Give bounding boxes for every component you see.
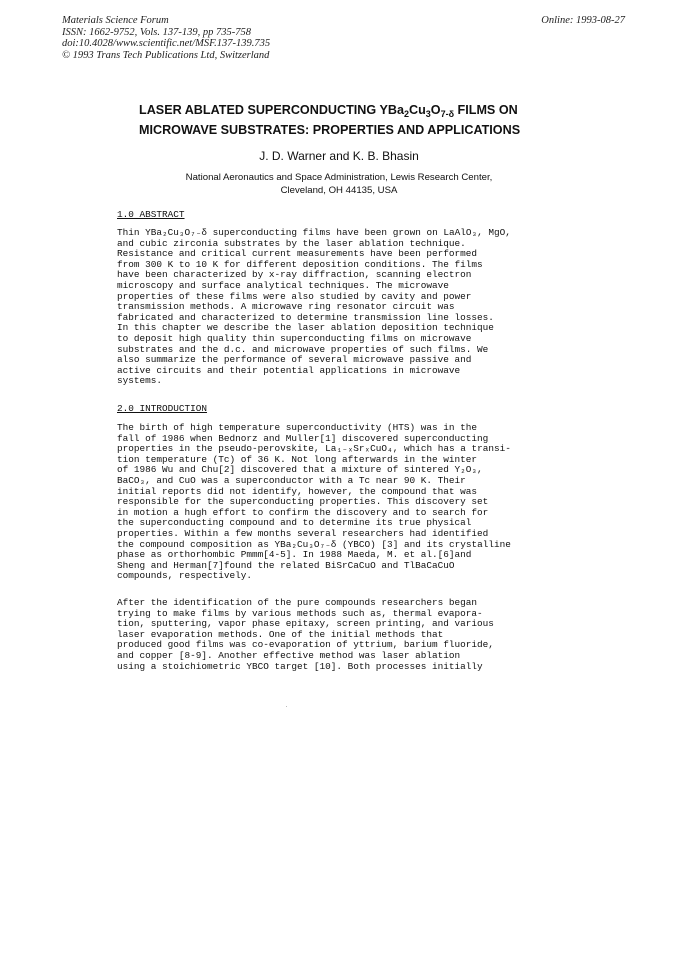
- text-line: properties in the pseudo-perovskite, La₁₋ₓSrₓCuO₄, which has a transi-: [117, 443, 511, 455]
- text-line: to deposit high quality thin superconducting films on microwave: [117, 332, 472, 344]
- text-line: Thin YBa₂Cu₃O₇₋δ superconducting films have been grown on LaAlO₃, MgO,: [117, 227, 511, 238]
- title-text-d: FILMS ON: [454, 103, 518, 117]
- text-line: trying to make films by various methods such as, thermal evapora-: [117, 607, 483, 619]
- text-line: fall of 1986 when Bednorz and Muller[1] discovered superconducting: [117, 432, 489, 444]
- abstract-body: [117, 228, 534, 387]
- introduction-paragraph-2: [117, 598, 534, 672]
- introduction-heading: 2.0 INTRODUCTION: [117, 403, 208, 414]
- text-line: properties of these films were also studied by cavity and power: [117, 290, 472, 302]
- text-line: and copper [8-9]. Another effective method was laser ablation: [117, 649, 461, 661]
- text-line: of 1986 Wu and Chu[2] discovered that a mixture of sintered Y₂O₃,: [117, 464, 483, 476]
- title-subscript: 2: [403, 109, 409, 119]
- page-speck: [286, 706, 287, 707]
- text-line: The birth of high temperature superconductivity (HTS) was in the: [117, 422, 478, 433]
- text-line: laser evaporation methods. One of the initial methods that: [117, 628, 444, 640]
- journal-name: Materials Science Forum: [62, 15, 169, 26]
- text-line: Resistance and critical current measurements have been performed: [117, 248, 478, 260]
- text-line: microscopy and surface analytical techniques. The microwave: [117, 279, 449, 291]
- text-line: BaCO₃, and CuO was a superconductor with a Tc near 90 K. Their: [117, 474, 466, 486]
- text-line: transmission methods. A microwave ring resonator circuit was: [117, 301, 455, 313]
- text-line: Sheng and Herman[7]found the related BiSrCaCuO and TlBaCaCuO: [117, 559, 455, 571]
- authors: J. D. Warner and K. B. Bhasin: [259, 149, 419, 163]
- text-line: and cubic zirconia substrates by the laser ablation technique.: [117, 237, 466, 249]
- title-text-b: Cu: [408, 103, 426, 117]
- article-metadata: [62, 15, 270, 61]
- text-line: the compound composition as YBa₂Cu₃O₇₋δ (YBCO) [3] and its crystalline: [117, 538, 511, 550]
- text-line: After the identification of the pure compounds researchers began: [117, 597, 478, 608]
- text-line: systems.: [117, 375, 163, 387]
- text-line: fabricated and characterized to determine transmission line losses.: [117, 311, 494, 323]
- text-line: compounds, respectively.: [117, 570, 253, 582]
- text-line: active circuits and their potential applications in microwave: [117, 364, 461, 376]
- text-line: from 300 K to 10 K for different deposition conditions. The films: [117, 258, 483, 270]
- text-line: tion, sputtering, vapor phase epitaxy, screen printing, and various: [117, 618, 494, 630]
- text-line: In this chapter we describe the laser ablation deposition technique: [117, 322, 494, 334]
- title-subscript: 7-δ: [440, 109, 455, 119]
- affiliation-line-2: Cleveland, OH 44135, USA: [280, 184, 398, 196]
- text-line: substrates and the d.c. and microwave properties of such films. We: [117, 343, 489, 355]
- text-line: initial reports did not identify, however, the compound that was: [117, 485, 478, 497]
- introduction-paragraph-1: [117, 423, 534, 582]
- doi-line[interactable]: doi:10.4028/www.scientific.net/MSF.137-139.735: [62, 38, 271, 49]
- text-line: have been characterized by x-ray diffraction, scanning electron: [117, 269, 472, 281]
- text-line: properties. Within a few months several researchers had identified: [117, 527, 489, 539]
- title-subscript: 3: [425, 109, 431, 119]
- text-line: phase as orthorhombic Pmmm[4-5]. In 1988 Maeda, M. et al.[6]and: [117, 549, 472, 561]
- abstract-heading: 1.0 ABSTRACT: [117, 209, 185, 220]
- title-line-1: [139, 101, 569, 121]
- text-line: the superconducting compound and to determine its true physical: [117, 517, 472, 529]
- copyright-line: © 1993 Trans Tech Publications Ltd, Switzerland: [62, 49, 270, 61]
- title-text-a: LASER ABLATED SUPERCONDUCTING YBa: [139, 103, 404, 117]
- text-line: tion temperature (Tc) of 36 K. Not long afterwards in the winter: [117, 453, 478, 465]
- title-line-2: MICROWAVE SUBSTRATES: PROPERTIES AND APPLICATIONS: [139, 123, 521, 137]
- text-line: produced good films was co-evaporation of yttrium, barium fluoride,: [117, 639, 494, 651]
- online-date: Online: 1993-08-27: [541, 15, 625, 26]
- title-text-c: O: [430, 103, 441, 117]
- paper-title: [139, 101, 569, 140]
- affiliation: [0, 172, 678, 197]
- issn-line: ISSN: 1662-9752, Vols. 137-139, pp 735-758: [62, 26, 251, 38]
- text-line: using a stoichiometric YBCO target [10]. Both processes initially: [117, 660, 483, 672]
- text-line: also summarize the performance of several microwave passive and: [117, 354, 472, 366]
- affiliation-line-1: National Aeronautics and Space Administration, Lewis Research Center,: [185, 172, 493, 183]
- text-line: in motion a hugh effort to confirm the discovery and to search for: [117, 506, 489, 518]
- text-line: responsible for the superconducting properties. This discovery set: [117, 496, 489, 508]
